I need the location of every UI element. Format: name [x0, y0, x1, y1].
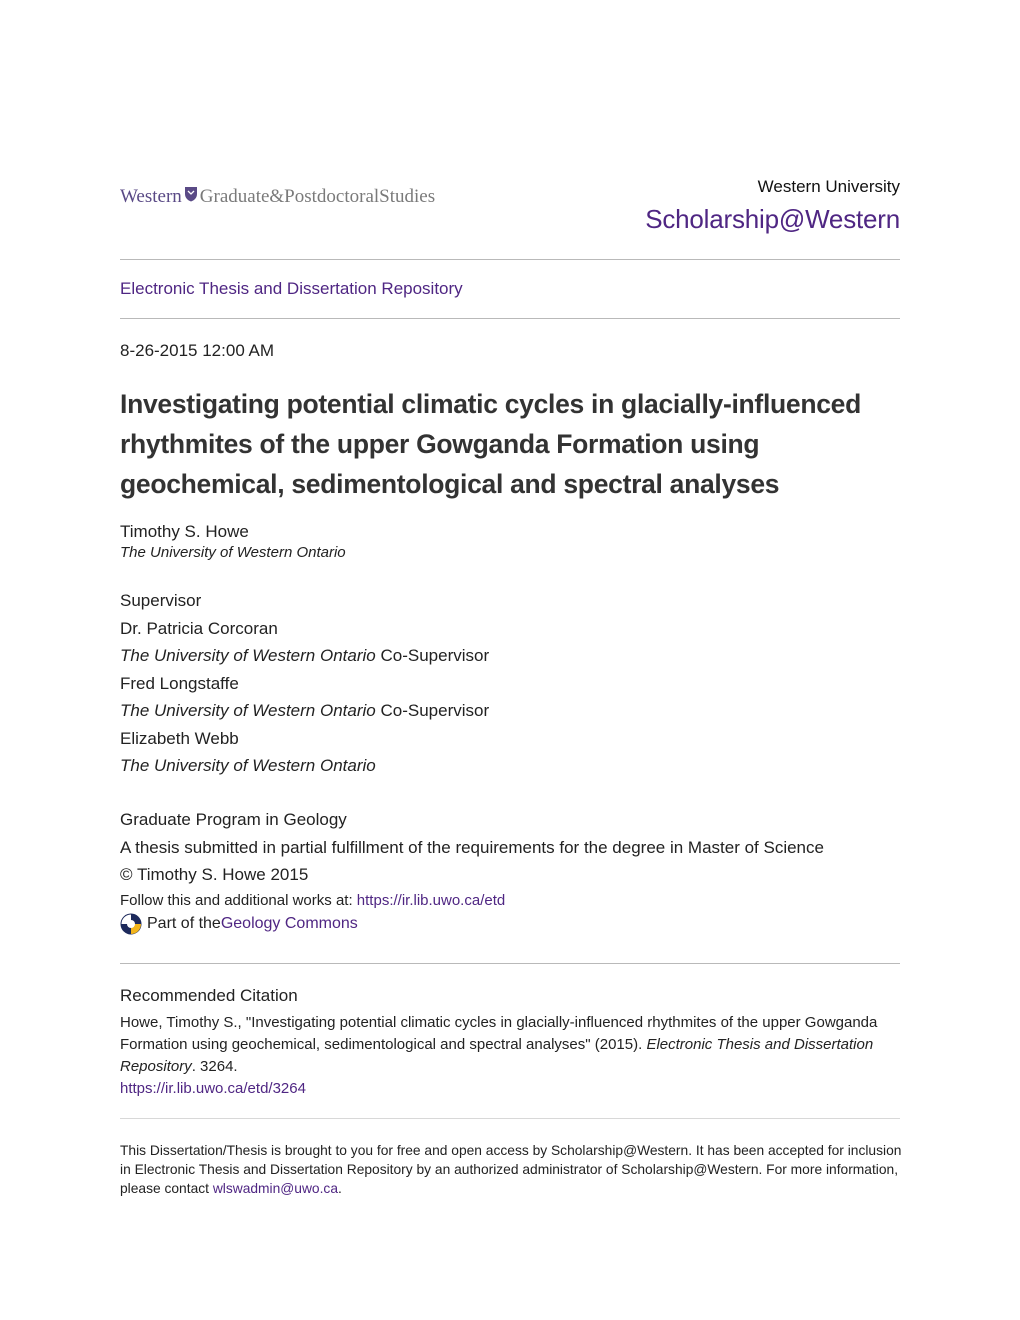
author-name: Timothy S. Howe: [120, 522, 249, 541]
contact-email-link[interactable]: wlswadmin@uwo.ca: [212, 1181, 339, 1197]
divider: [120, 963, 900, 964]
geology-commons-link[interactable]: Geology Commons: [220, 915, 358, 932]
footer-notice: [120, 1141, 905, 1199]
supervisor-institution: The University of Western Ontario: [120, 756, 376, 775]
logo-studies-text: Graduate&PostdoctoralStudies: [199, 186, 436, 207]
repository-link[interactable]: Electronic Thesis and Dissertation Repository: [120, 279, 463, 298]
citation-journal: Electronic Thesis and Dissertation Repository: [120, 1036, 874, 1075]
supervisor-role: Co-Supervisor: [380, 701, 490, 720]
author-institution: The University of Western Ontario: [120, 544, 346, 561]
logo-western-text: Western: [120, 186, 182, 207]
footer-text: This Dissertation/Thesis is brought to you for free and open access by Scholarship@Western. It has been accepted for inclusion in Electronic Thesis and Dissertation Repository by an authorized administrator of Scholarship@Western. For more information, please contact: [120, 1143, 902, 1197]
supervisor-institution: The University of Western Ontario: [120, 701, 376, 720]
supervisor-role: Co-Supervisor: [380, 646, 490, 665]
publication-date: 8-26-2015 12:00 AM: [120, 341, 275, 360]
citation-text-block: [120, 1012, 905, 1100]
supervisor-affiliation: [120, 752, 489, 780]
supervisor-name: Fred Longstaffe: [120, 673, 239, 693]
supervisor-block: [120, 587, 489, 780]
copyright: © Timothy S. Howe 2015: [120, 865, 309, 884]
supervisor-name: Dr. Patricia Corcoran: [120, 618, 278, 638]
part-of-line: [120, 913, 358, 935]
citation-number: . 3264.: [191, 1058, 238, 1075]
citation-text: Howe, Timothy S., "Investigating potential climatic cycles in glacially-influenced rhythmites of the upper Gowganda Formation using geochemical, sedimentological and spectral analyses" (2015).: [120, 1014, 878, 1053]
author-block: [120, 522, 346, 561]
supervisor-affiliation: [120, 697, 489, 725]
university-name: Western University: [757, 177, 900, 196]
degree-statement: A thesis submitted in partial fulfillment of the requirements for the degree in Master of Science: [120, 837, 824, 857]
follow-line: [120, 889, 824, 913]
thesis-title: Investigating potential climatic cycles in glacially-influenced rhythmites of the upper Gowganda Formation using geochemical, sedimentological and spectral analyses: [120, 389, 861, 499]
program-block: [120, 806, 824, 913]
follow-link[interactable]: https://ir.lib.uwo.ca/etd: [356, 891, 506, 909]
citation-heading: Recommended Citation: [120, 986, 298, 1005]
citation-link[interactable]: https://ir.lib.uwo.ca/etd/3264: [120, 1080, 306, 1097]
part-of-label: Part of the: [147, 915, 221, 932]
supervisor-affiliation: [120, 642, 489, 670]
western-shield-icon: [184, 186, 198, 208]
divider: [120, 1118, 900, 1119]
divider: [120, 259, 900, 260]
supervisor-heading: Supervisor: [120, 591, 202, 610]
scholarship-western-link[interactable]: Scholarship@Western: [645, 204, 900, 234]
supervisor-institution: The University of Western Ontario: [120, 646, 376, 665]
program-name: Graduate Program in Geology: [120, 810, 347, 829]
graduate-studies-logo: [120, 186, 435, 208]
supervisor-name: Elizabeth Webb: [120, 728, 239, 748]
divider: [120, 318, 900, 319]
network-icon: [120, 913, 142, 935]
footer-end: .: [338, 1181, 342, 1197]
follow-label: Follow this and additional works at:: [120, 891, 357, 909]
